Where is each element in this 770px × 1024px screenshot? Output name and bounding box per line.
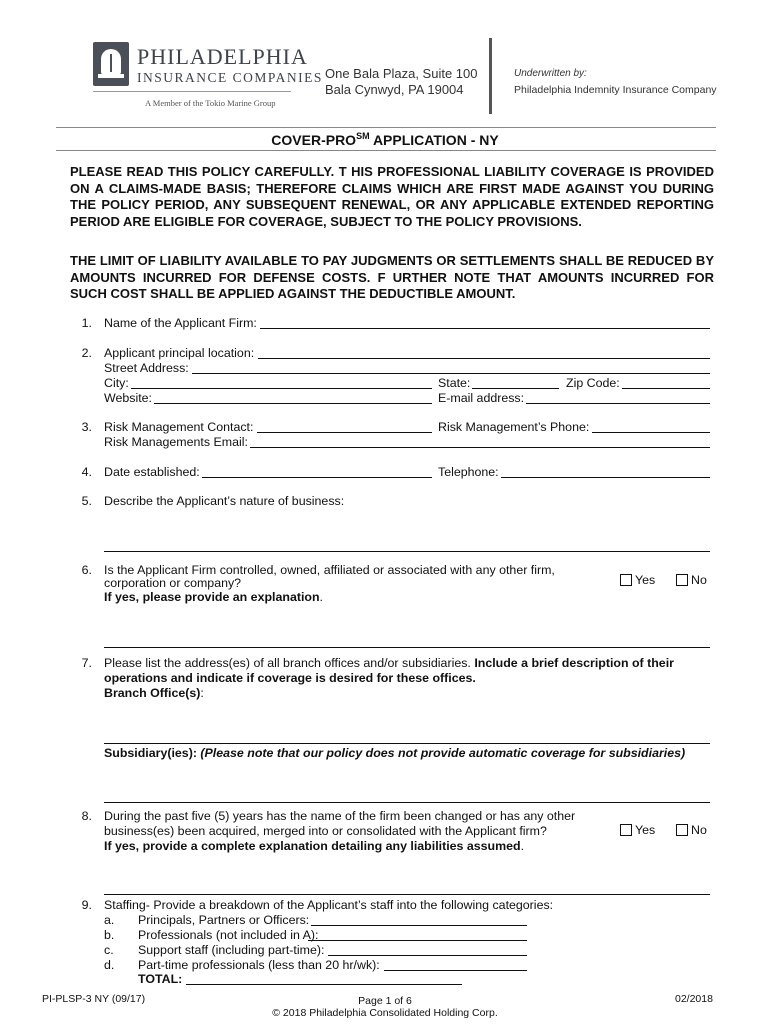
liberty-bell-icon (93, 42, 129, 86)
q8-number: 8. (81, 809, 92, 823)
q6-line1: Is the Applicant Firm controlled, owned, affiliated or associated with any other firm, (104, 563, 555, 577)
q8-no-option[interactable] (676, 823, 707, 837)
applicant-firm-name-field[interactable] (260, 328, 710, 329)
company-address: One Bala Plaza, Suite 100 Bala Cynwyd, PA 19004 (325, 66, 478, 97)
q5-number: 5. (81, 494, 92, 508)
logo-divider (93, 91, 291, 92)
q5-label: Describe the Applicant’s nature of business: (104, 494, 345, 508)
staff-b-label: Professionals (not included in A): (138, 928, 319, 942)
telephone-label: Telephone: (438, 465, 499, 479)
website-field[interactable] (154, 403, 432, 404)
q8-line1: During the past five (5) years has the name of the firm been changed or has any other (104, 809, 576, 823)
q8-no-checkbox[interactable] (676, 824, 688, 836)
q6-no-checkbox[interactable] (676, 574, 688, 586)
q6-no-label: No (691, 573, 707, 587)
nature-of-business-field[interactable] (104, 551, 710, 552)
staff-part-time-field[interactable] (384, 970, 527, 971)
q9-label: Staffing- Provide a breakdown of the Applicant’s staff into the following categories: (104, 898, 554, 912)
risk-contact-label: Risk Management Contact: (104, 420, 254, 434)
date-established-label: Date established: (104, 465, 200, 479)
logo-subtitle: INSURANCE COMPANIES (137, 70, 323, 85)
q3-number: 3. (81, 420, 92, 434)
logo-name: PHILADELPHIA (137, 44, 308, 69)
q6-explain: If yes, please provide an explanation. (104, 590, 323, 604)
q9-number: 9. (81, 898, 92, 912)
street-address-label: Street Address: (104, 361, 189, 375)
q6-line2: corporation or company? (104, 576, 242, 590)
risk-phone-label: Risk Management’s Phone: (438, 420, 590, 434)
zip-label: Zip Code: (566, 376, 620, 390)
q7-line1: Please list the address(es) of all branch offices and/or subsidiaries. Include a brief description of their (104, 656, 674, 670)
name-change-explanation-field[interactable] (104, 894, 710, 895)
q7-number: 7. (81, 656, 92, 670)
staff-c-letter: c. (104, 943, 114, 957)
q1-number: 1. (81, 316, 92, 330)
staff-total-field[interactable] (186, 984, 462, 985)
date-established-field[interactable] (202, 477, 432, 478)
q8-yes-option[interactable] (620, 823, 655, 837)
page-title: COVER-PRO℠ APPLICATION - NY (271, 131, 499, 148)
q8-yes-checkbox[interactable] (620, 824, 632, 836)
risk-phone-field[interactable] (592, 432, 710, 433)
form-id: PI-PLSP-3 NY (09/17) (42, 993, 146, 1005)
q6-number: 6. (81, 563, 92, 577)
q6-no-option[interactable] (676, 573, 707, 587)
q2-number: 2. (81, 346, 92, 360)
header-divider (489, 38, 492, 114)
q8-line2: business(es) been acquired, merged into or consolidated with the Applicant firm? (104, 824, 547, 838)
page-number: Page 1 of 6 (358, 995, 412, 1007)
title-rule-top (56, 127, 716, 128)
staff-professionals-field[interactable] (308, 940, 527, 941)
staff-support-field[interactable] (328, 955, 527, 956)
logo-member-text: A Member of the Tokio Marine Group (145, 98, 276, 108)
title-rule-bottom (56, 150, 716, 151)
q1-label: Name of the Applicant Firm: (104, 316, 257, 330)
principal-location-field[interactable] (258, 358, 710, 359)
q8-yes-label: Yes (635, 823, 656, 837)
state-field[interactable] (472, 388, 559, 389)
state-label: State: (438, 376, 471, 390)
city-field[interactable] (131, 388, 432, 389)
subsidiaries-field[interactable] (104, 802, 710, 803)
staff-principals-field[interactable] (311, 925, 527, 926)
city-label: City: (104, 376, 129, 390)
copyright: © 2018 Philadelphia Consolidated Holding Corp. (272, 1007, 498, 1019)
telephone-field[interactable] (501, 477, 710, 478)
staff-d-letter: d. (104, 958, 115, 972)
risk-contact-field[interactable] (257, 432, 432, 433)
underwriter-name: Philadelphia Indemnity Insurance Company (514, 84, 717, 96)
subsidiaries-label: Subsidiary(ies): (Please note that our policy does not provide automatic coverage for subsidiaries) (104, 746, 686, 760)
q2-label: Applicant principal location: (104, 346, 255, 360)
q8-no-label: No (691, 823, 707, 837)
claims-made-notice: PLEASE READ THIS POLICY CAREFULLY. T HIS PROFESSIONAL LIABILITY COVERAGE IS PROVIDED ON A CLAIMS-MADE BASIS; THEREFORE CLAIMS WHICH ARE FIRST MADE AGAINST YOU DURING THE POLICY PERIOD, ANY SUBSEQUENT RENEWAL, OR ANY APPLICABLE EXTENDED REPORTING PERIOD ARE ELIGIBLE FOR COVERAGE, SUBJECT TO THE POLICY PROVISIONS. (70, 164, 714, 229)
q6-yes-checkbox[interactable] (620, 574, 632, 586)
street-address-field[interactable] (192, 373, 710, 374)
q6-yes-label: Yes (635, 573, 656, 587)
limit-of-liability-notice: THE LIMIT OF LIABILITY AVAILABLE TO PAY JUDGMENTS OR SETTLEMENTS SHALL BE REDUCED BY AMOUNTS INCURRED FOR DEFENSE COSTS. F URTHER NOTE THAT AMOUNTS INCURRED FOR SUCH COST SHALL BE APPLIED AGAINST THE DEDUCTIBLE AMOUNT. (70, 253, 714, 301)
underwritten-label: Underwritten by: (514, 68, 587, 79)
risk-email-label: Risk Managements Email: (104, 435, 248, 449)
risk-email-field[interactable] (250, 447, 710, 448)
affiliation-explanation-field[interactable] (104, 647, 710, 648)
staff-total-label: TOTAL: (138, 972, 183, 986)
branch-offices-field[interactable] (104, 743, 710, 744)
email-label: E-mail address: (438, 391, 525, 405)
zip-field[interactable] (622, 388, 710, 389)
q6-yes-option[interactable] (620, 573, 655, 587)
q4-number: 4. (81, 465, 92, 479)
website-label: Website: (104, 391, 152, 405)
company-logo (93, 42, 323, 112)
q8-explain: If yes, provide a complete explanation detailing any liabilities assumed. (104, 839, 525, 853)
email-field[interactable] (526, 403, 710, 404)
staff-a-label: Principals, Partners or Officers: (138, 913, 310, 927)
staff-c-label: Support staff (including part-time): (138, 943, 325, 957)
staff-d-label: Part-time professionals (less than 20 hr/wk): (138, 958, 380, 972)
q7-line2: operations and indicate if coverage is desired for these offices. (104, 671, 476, 685)
revision-date: 02/2018 (675, 993, 713, 1005)
staff-b-letter: b. (104, 928, 115, 942)
staff-a-letter: a. (104, 913, 115, 927)
branch-offices-label: Branch Office(s): (104, 686, 204, 700)
